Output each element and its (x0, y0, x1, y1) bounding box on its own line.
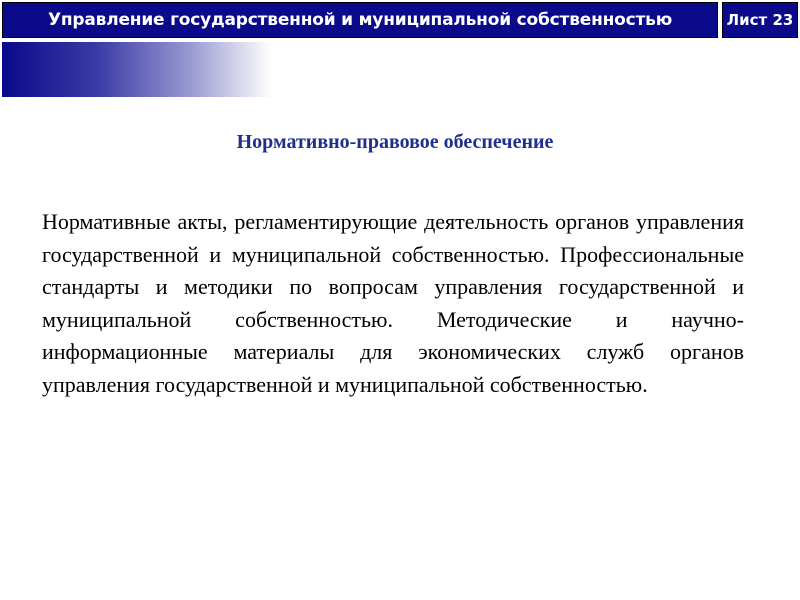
sheet-number-box (722, 2, 798, 38)
slide-body-text: Нормативные акты, регламентирующие деятельность органов управления государственной и муниципальной собственностью. Профессиональные стандарты и методики по вопросам управления государственной и муниципальной собственностью. Методические и научно-информационные материалы для экономических служб органов управления государственной и муниципальной собственностью. (42, 209, 744, 397)
decorative-gradient-band (2, 42, 272, 97)
slide-subtitle: Нормативно-правовое обеспечение (236, 131, 554, 153)
slide-header-title: Управление государственной и муниципальной собственностью (47, 10, 673, 30)
header-bar (2, 2, 718, 38)
sheet-number-label: Лист 23 (726, 11, 794, 29)
